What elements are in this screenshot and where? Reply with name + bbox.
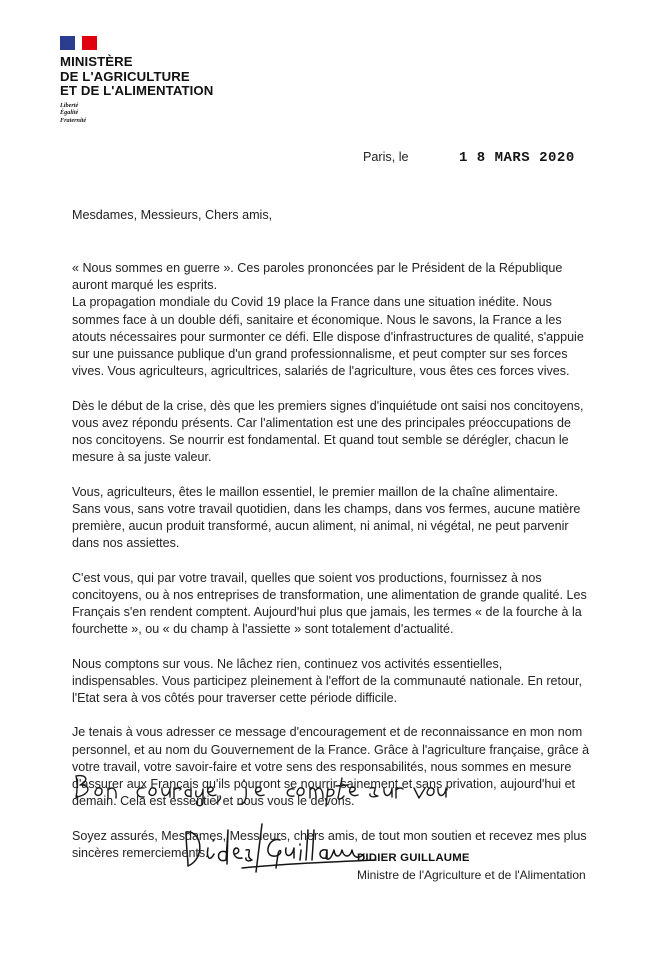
ministry-name (60, 55, 213, 99)
paragraph-sentence: Vous, agriculteurs, êtes le maillon essentiel, le premier maillon de la chaîne alimentaire. (72, 484, 559, 499)
paragraph (72, 260, 592, 380)
signature-icon (180, 818, 380, 874)
flag-blue-band (60, 36, 75, 50)
paragraph-sentence: « Nous sommes en guerre ». Ces paroles prononcées par le Président de la République auront marqué les esprits. (72, 261, 563, 293)
paragraph (72, 398, 592, 467)
date-place: Paris, le (363, 150, 409, 164)
signatory-title: Ministre de l'Agriculture et de l'Alimentation (357, 868, 586, 882)
french-flag-icon (60, 36, 97, 50)
signatory-name: DIDIER GUILLAUME (357, 852, 470, 864)
ministry-line: MINISTÈRE (60, 54, 133, 69)
paragraph-sentence: Dès le début de la crise, dès que les premiers signes d'inquiétude ont saisi nos concitoyens, vous avez répondu présents. Car l'alimentation est une des principales préoccupations de nos concitoyens. Se nourrir est fondamental. Et quand tout semble se dérégler, chacun le mesure à sa juste valeur. (72, 398, 584, 465)
motto-line: Fraternité (60, 117, 87, 125)
paragraph (72, 570, 592, 639)
flag-white-band (75, 36, 82, 50)
date-stamp: 1 8 MARS 2020 (459, 150, 575, 166)
motto-line: Égalité (60, 109, 79, 117)
paragraph-sentence: La propagation mondiale du Covid 19 place la France dans une situation inédite. Nous sommes face à un double défi, sanitaire et économique. Nous le savons, la France a les atouts nécessaires pour surmonter ce défi. Elle dispose d'infrastructures de qualité, s'appuie sur une puissance publique d'un grand professionnalisme, et peut compter sur ses forces vives. Vous agriculteurs, agricultrices, salariés de l'agriculture, vous êtes ces forces vives. (72, 295, 584, 379)
flag-red-band (82, 36, 97, 50)
paragraph-sentence: Je tenais à vous adresser ce message d'encouragement et de reconnaissance en mon nom personnel, et au nom du Gouvernement de la France. Grâce à l'agriculture française, grâce à votre travail, votre savoir-faire et votre sens des responsabilités, nous sommes en mesure d'assurer aux Français qu'ils pourront se nourrir sainement et sans privation, aujourd'hui et demain. Cela est essentiel et nous vous le devons. (72, 725, 590, 809)
ministry-line: DE L'AGRICULTURE (60, 68, 190, 84)
motto-line: Liberté (60, 101, 79, 109)
republic-motto (60, 102, 213, 125)
handwritten-note (70, 768, 450, 808)
date-line (363, 150, 575, 166)
paragraph (72, 484, 592, 553)
salutation: Mesdames, Messieurs, Chers amis, (72, 208, 273, 222)
paragraph-sentence: Sans vous, sans votre travail quotidien, dans les champs, dans vos fermes, aucune matière première, aucun produit transformé, aucun aliment, ni animal, ni végétal, ne peut parvenir dans nos assiettes. (72, 501, 581, 551)
ministry-line: ET DE L'ALIMENTATION (60, 83, 214, 98)
paragraph-sentence: C'est vous, qui par votre travail, quelles que soient vos productions, fournissez à nos concitoyens, ou à nos entreprises de transformation, une alimentation de grande qualité. Les Français s'en rendent comptent. Aujourd'hui plus que jamais, les termes « de la fourche à la fourchette », ou « du champ à l'assiette » sont totalement d'actualité. (72, 570, 587, 637)
paragraph (72, 656, 592, 708)
paragraph-sentence: Nous comptons sur vous. Ne lâchez rien, continuez vos activités essentielles, indispensables. Vous participez pleinement à l'effort de la communauté nationale. En retour, l'Etat sera à vos côtés pour traverser cette période difficile. (72, 656, 582, 706)
paragraph-sentence: Soyez assurés, Mesdames, Messieurs, chers amis, de tout mon soutien et recevez mes plus sincères remerciements. (72, 828, 587, 860)
ministry-logo (60, 36, 213, 125)
